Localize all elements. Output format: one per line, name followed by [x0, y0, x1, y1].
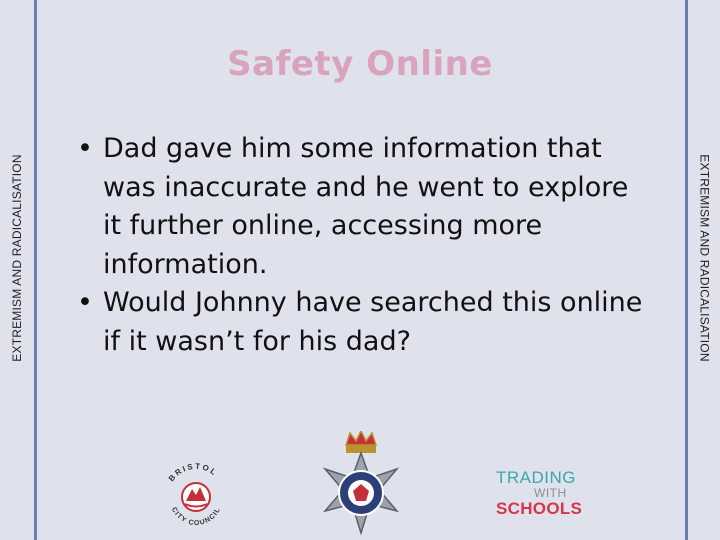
trading-with-schools-logo	[496, 469, 596, 517]
logo-row	[40, 425, 680, 535]
bullet-item	[75, 284, 655, 361]
svg-text:BRISTOL	[167, 462, 219, 483]
bullet-text: Dad gave him some information that was inaccurate and he went to explore it further online, accessing more information.	[103, 133, 629, 280]
bullet-item	[75, 130, 655, 284]
bullet-list	[75, 130, 655, 361]
right-side-label: EXTREMISM AND RADICALISATION	[697, 154, 711, 362]
trading-logo-line3: SCHOOLS	[496, 499, 583, 518]
bullet-dot: •	[77, 133, 93, 164]
bristol-city-council-logo	[158, 457, 234, 533]
bristol-logo-top-text: BRISTOL	[166, 461, 220, 484]
bristol-logo-bottom-text: CITY COUNCIL	[169, 506, 223, 528]
trading-logo-line1: TRADING	[496, 468, 576, 487]
left-side-label: EXTREMISM AND RADICALISATION	[10, 154, 24, 362]
trading-logo-line2: WITH	[534, 486, 567, 500]
bullet-text: Would Johnny have searched this online if it wasn’t for his dad?	[103, 287, 643, 357]
slide-title: Safety Online	[227, 44, 493, 84]
police-badge-logo	[316, 431, 406, 535]
bullet-dot: •	[77, 287, 93, 318]
